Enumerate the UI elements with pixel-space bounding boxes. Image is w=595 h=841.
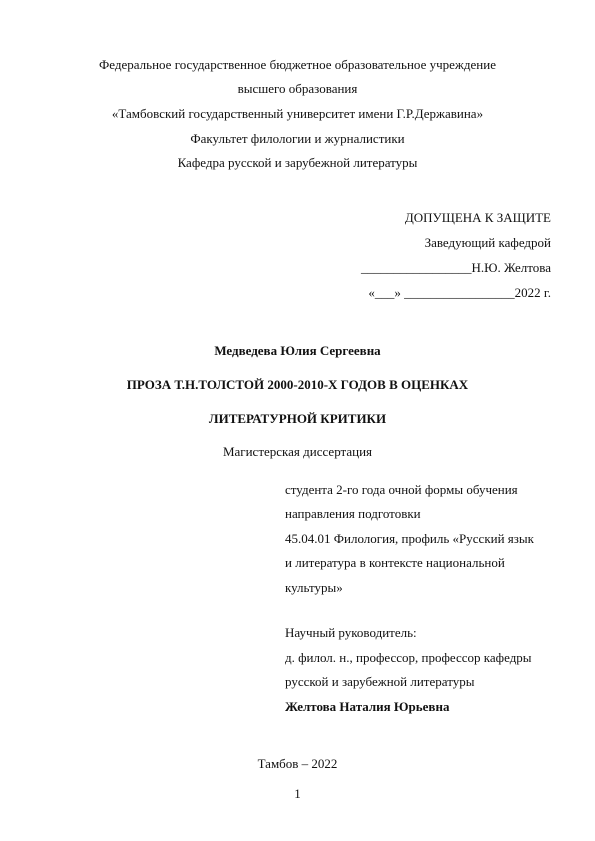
approval-title: ДОПУЩЕНА К ЗАЩИТЕ [404,210,551,225]
department-name: Кафедра русской и зарубежной литературы [177,155,418,170]
approval-signature: _________________Н.Ю. Желтова [361,260,551,275]
supervisor-name: Желтова Наталия Юрьевна [285,699,450,714]
thesis-title-line-1: ПРОЗА Т.Н.ТОЛСТОЙ 2000-2010-Х ГОДОВ В ОЦЕНКАХ [126,377,469,392]
faculty-name: Факультет филологии и журналистики [190,131,405,146]
city-year: Тамбов – 2022 [257,756,338,771]
thesis-title-line-2: ЛИТЕРАТУРНОЙ КРИТИКИ [208,411,387,426]
institution-line-1: Федеральное государственное бюджетное образовательное учреждение [99,57,496,72]
approval-date: «___» _________________2022 г. [368,285,551,300]
supervisor-label: Научный руководитель: [285,625,417,640]
work-type: Магистерская диссертация [222,444,373,459]
student-info-line-1: студента 2-го года очной формы обучения [285,482,518,497]
supervisor-line-2: русской и зарубежной литературы [285,674,475,689]
institution-line-2: высшего образования [237,81,358,96]
student-info-line-5: культуры» [285,580,343,595]
student-info-line-4: и литература в контексте национальной [285,555,505,570]
page-number: 1 [294,786,301,801]
student-info-line-2: направления подготовки [285,506,421,521]
author-name: Медведева Юлия Сергеевна [214,343,381,358]
student-info-line-3: 45.04.01 Филология, профиль «Русский язык [285,531,534,546]
supervisor-line-1: д. филол. н., профессор, профессор кафедры [285,650,532,665]
university-name: «Тамбовский государственный университет имени Г.Р.Державина» [111,106,484,121]
approval-position: Заведующий кафедрой [424,235,551,250]
